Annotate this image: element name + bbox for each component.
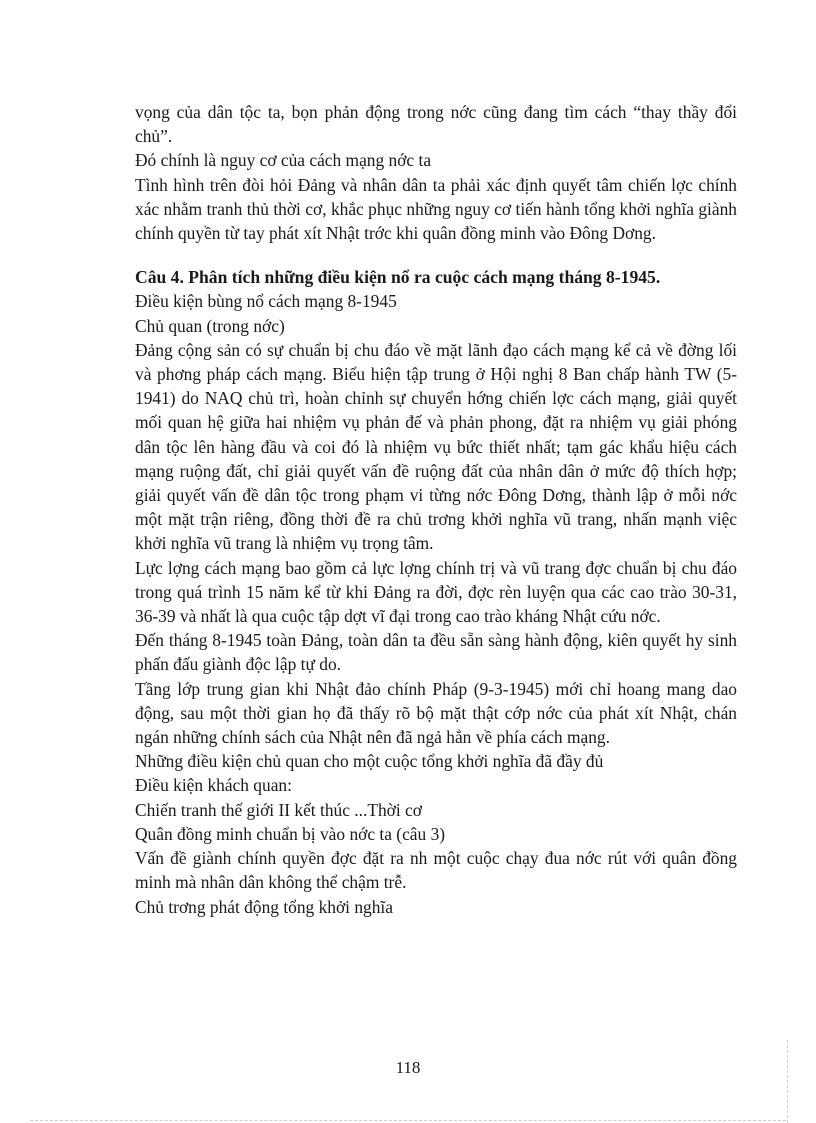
paragraph-situation: Tình hình trên đòi hỏi Đảng và nhân dân ta phải xác định quyết tâm chiến lợc chính xác nhằm tranh thủ thời cơ, khắc phục những nguy cơ tiến hành tổng khởi nghĩa giành chính quyền từ tay phát xít Nhật trớc khi quân đồng minh vào Đông Dơng. bbox=[135, 174, 737, 244]
page-number: 118 bbox=[395, 1058, 421, 1077]
text-body bbox=[135, 100, 737, 919]
paragraph-middle-class: Tầng lớp trung gian khi Nhật đảo chính Pháp (9-3-1945) mới chỉ hoang mang dao động, sau một thời gian họ đã thấy rõ bộ mặt thật cớp nớc của phát xít Nhật, chán ngán những chính sách của Nhật nên đã ngả hẳn về phía cách mạng. bbox=[135, 678, 737, 748]
section-heading: Câu 4. Phân tích những điều kiện nổ ra cuộc cách mạng tháng 8-1945. bbox=[135, 267, 661, 288]
paragraph-objective-title: Điều kiện khách quan: bbox=[135, 775, 292, 796]
paragraph-subjective-summary: Những điều kiện chủ quan cho một cuộc tổng khởi nghĩa đã đầy đủ bbox=[135, 751, 604, 772]
paragraph-conditions-title: Điều kiện bùng nổ cách mạng 8-1945 bbox=[135, 291, 397, 312]
paragraph-uprising-policy: Chủ trơng phát động tổng khởi nghĩa bbox=[135, 896, 393, 917]
paragraph-race: Vấn đề giành chính quyền đợc đặt ra nh một cuộc chạy đua nớc rút với quân đồng minh mà nhân dân không thể chậm trễ. bbox=[135, 848, 737, 893]
right-dashed-rule bbox=[787, 1040, 788, 1123]
paragraph-party-preparation: Đảng cộng sản có sự chuẩn bị chu đáo về mặt lãnh đạo cách mạng kể cả về đờng lối và phơng pháp cách mạng. Biểu hiện tập trung ở Hội nghị 8 Ban chấp hành TW (5-1941) do NAQ chủ trì, hoàn chỉnh sự chuyển hớng chiến lợc cách mạng, giải quyết mối quan hệ giữa hai nhiệm vụ phản đế và phản phong, đặt ra nhiệm vụ giải phóng dân tộc lên hàng đầu và coi đó là nhiệm vụ bức thiết nhất; tạm gác khẩu hiệu cách mạng ruộng đất, chỉ giải quyết vấn đề ruộng đất của nhân dân ở mức độ thích hợp; giải quyết vấn đề dân tộc trong phạm vi từng nớc Đông Dơng, thành lập ở mỗi nớc một mặt trận riêng, đồng thời đề ra chủ trơng khởi nghĩa vũ trang, nhấn mạnh việc khởi nghĩa vũ trang là nhiệm vụ trọng tâm. bbox=[135, 339, 737, 554]
paragraph-subjective-title: Chủ quan (trong nớc) bbox=[135, 315, 285, 336]
paragraph-continuation: vọng của dân tộc ta, bọn phản động trong nớc cũng đang tìm cách “thay thầy đổi chủ”. bbox=[135, 102, 737, 147]
bottom-dashed-rule bbox=[30, 1120, 786, 1121]
paragraph-risk-statement: Đó chính là nguy cơ của cách mạng nớc ta bbox=[135, 150, 432, 171]
paragraph-allies: Quân đồng minh chuẩn bị vào nớc ta (câu 3) bbox=[135, 823, 446, 844]
paragraph-august-readiness: Đến tháng 8-1945 toàn Đảng, toàn dân ta đều sẵn sàng hành động, kiên quyết hy sinh phấn đấu giành độc lập tự do. bbox=[135, 630, 737, 675]
paragraph-revolutionary-forces: Lực lợng cách mạng bao gồm cả lực lợng chính trị và vũ trang đợc chuẩn bị chu đáo trong quá trình 15 năm kể từ khi Đảng ra đời, đợc rèn luyện qua các cao trào 30-31, 36-39 và nhất là qua cuộc tập dợt vĩ đại trong cao trào kháng Nhật cứu nớc. bbox=[135, 557, 737, 627]
paragraph-ww2-end: Chiến tranh thế giới II kết thúc ...Thời cơ bbox=[135, 799, 422, 820]
